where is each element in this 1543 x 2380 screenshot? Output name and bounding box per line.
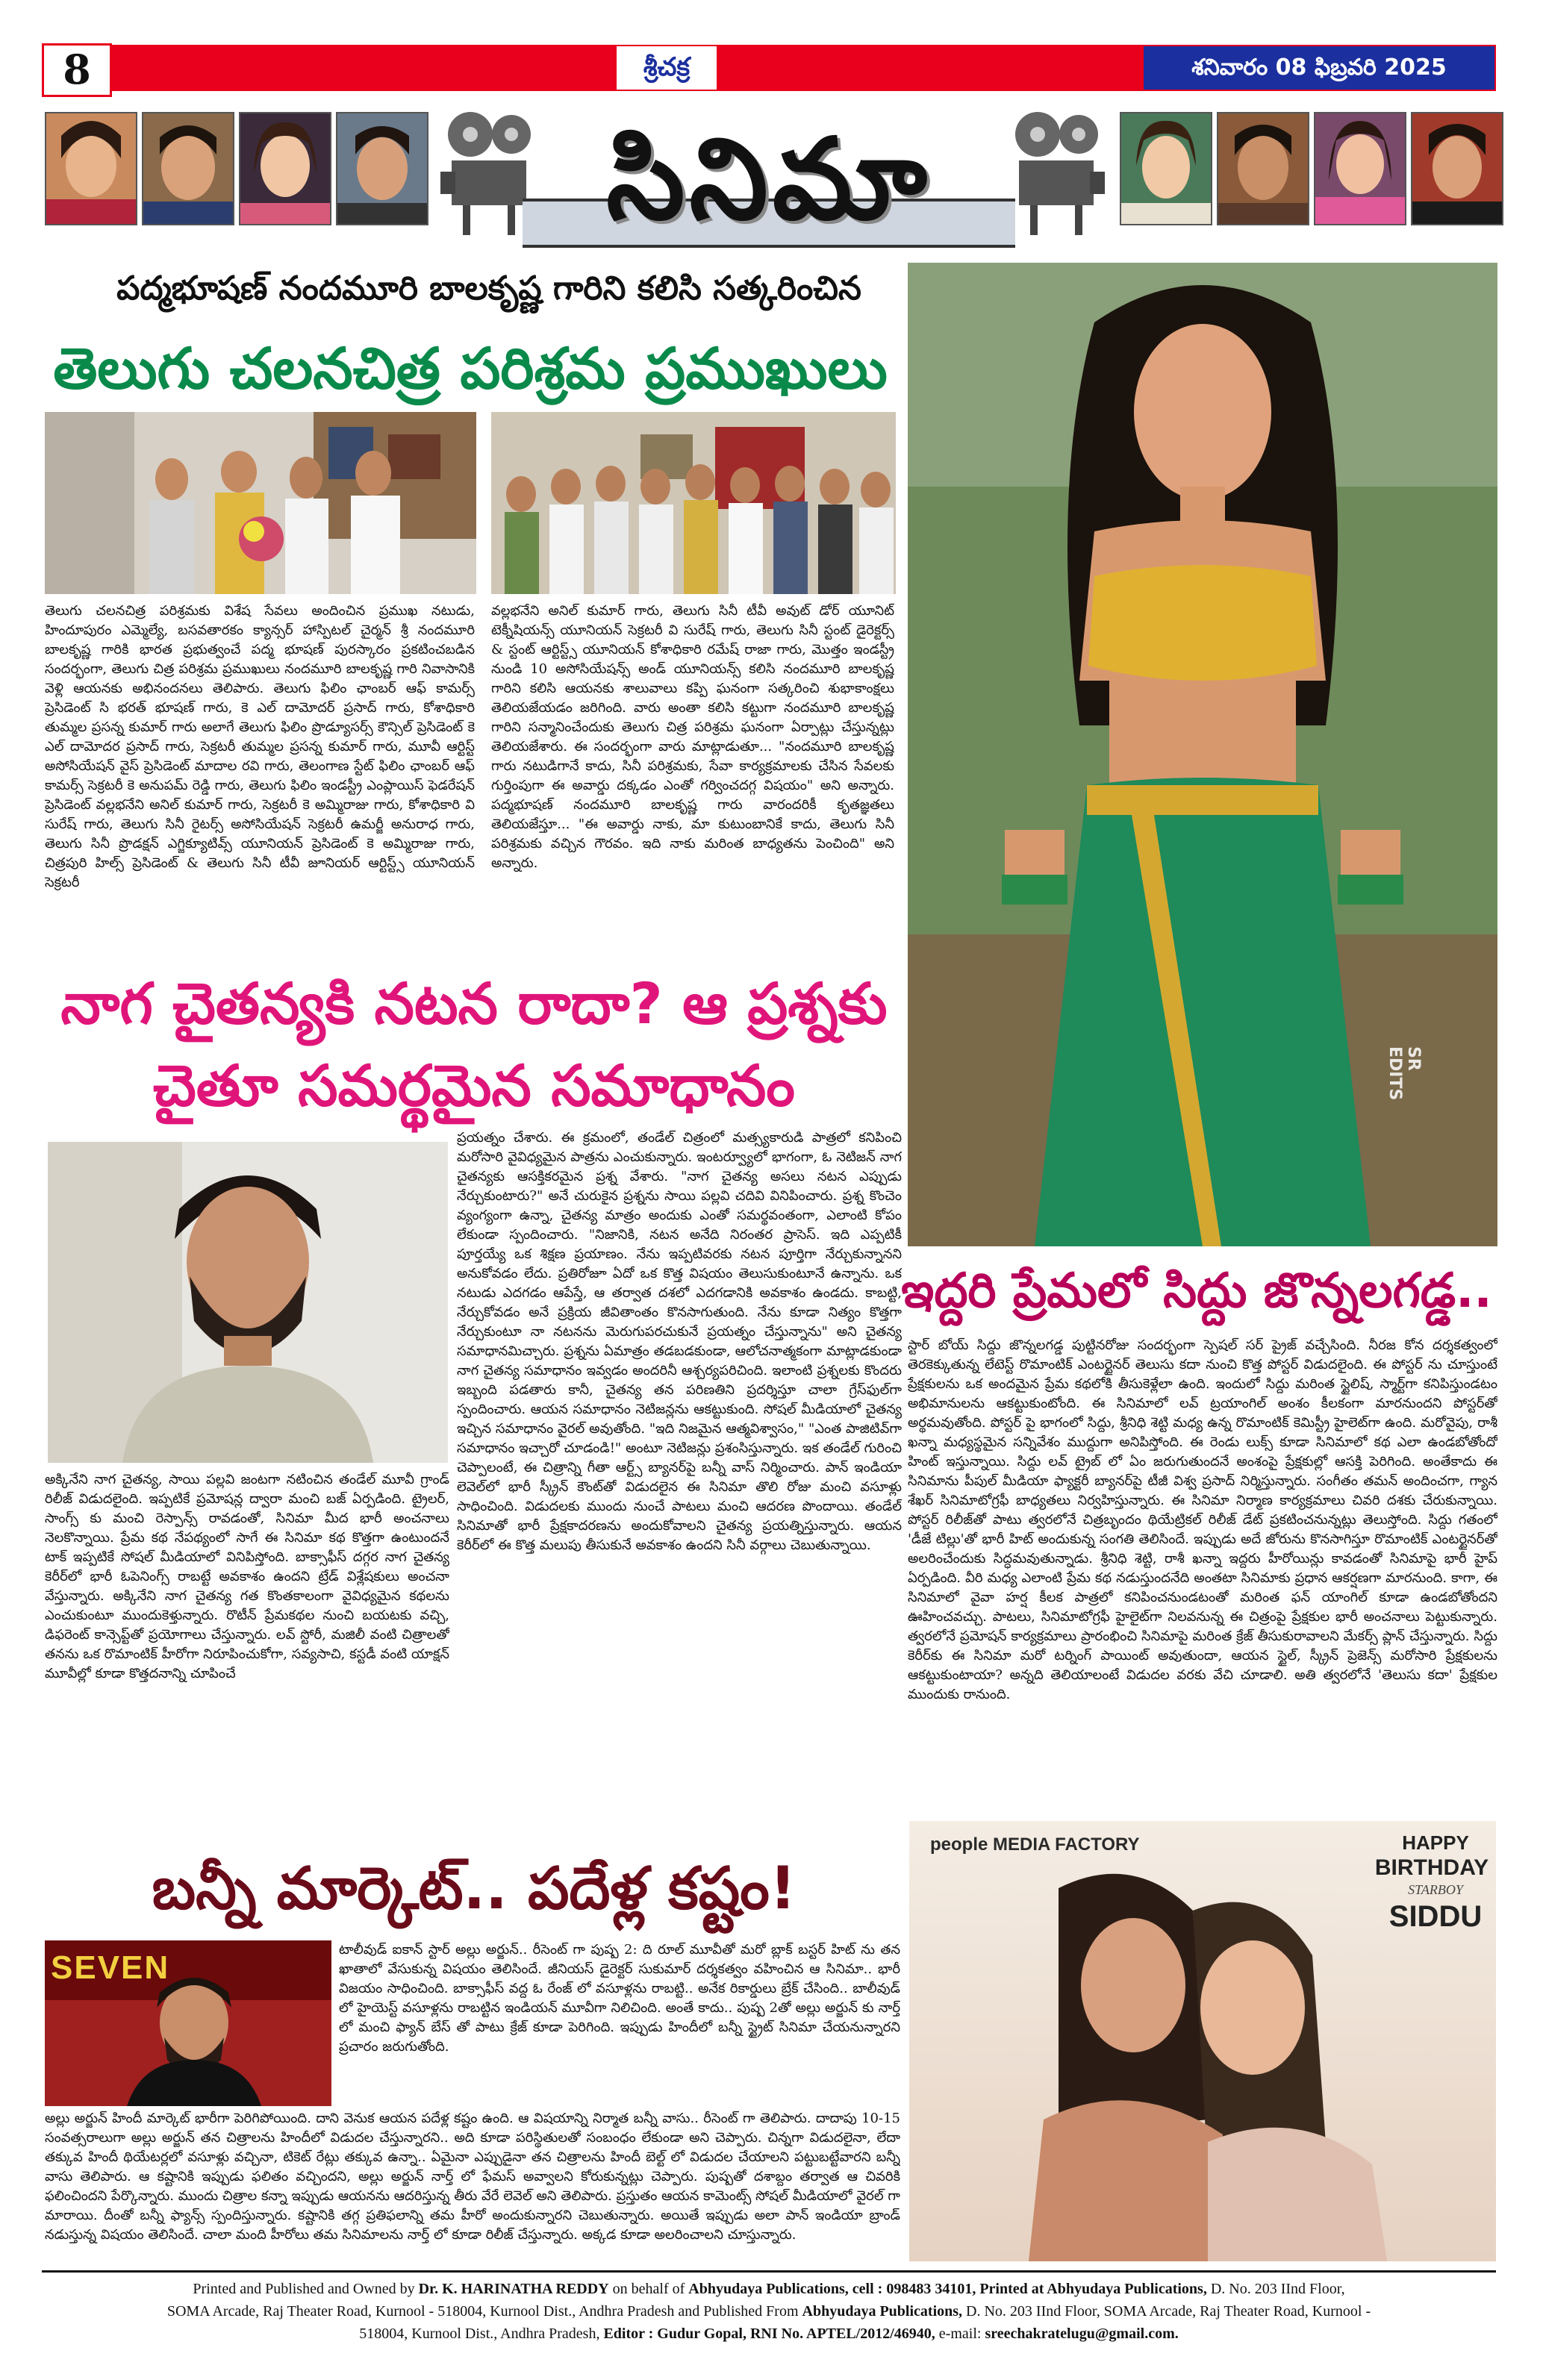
photo-backdrop-text: SEVEN (51, 1949, 170, 1986)
footer-text: on behalf of (608, 2281, 689, 2297)
footer-publisher: Abhyudaya Publications, cell : 098483 34101, Printed at Abhyudaya Publications, (688, 2281, 1207, 2297)
footer-publisher: Abhyudaya Publications, (802, 2303, 963, 2320)
story-headline: ఇద్దరి ప్రేమలో సిద్దు జొన్నలగడ్డ.. (901, 1264, 1492, 1319)
actor-thumbnail (336, 112, 428, 225)
actor-thumbnail (1314, 112, 1406, 225)
actor-thumbnail (142, 112, 234, 225)
siddu-poster (909, 1821, 1496, 2261)
actor-thumbnail (239, 112, 331, 225)
story-headline: తెలుగు చలనచిత్ర పరిశ్రమ ప్రముఖులు (53, 335, 888, 402)
story-headline: నాగ చైతన్యకి నటన రాదా? ఆ ప్రశ్నకు (60, 970, 888, 1037)
siddu-story-body: స్టార్ బోయ్ సిద్దు జొన్నలగడ్డ పుట్టినరోజు సందర్భంగా స్పెషల్ సర్ ప్రైజ్ వచ్చేసింది. నీరజ కోన దర్శకత్వంలో తెరకెక్కుతున్న లేటెస్ట్ రొమాంటిక్ ఎంటర్టైనర్ తెలుసు కదా నుంచి కొత్త పోస్టర్ విడుదలైంది. ఈ పోస్టర్ ను చూస్తుంటే ప్రేక్షకులను ఒక అందమైన ప్రేమ కథలోకి తీసుకెళ్లేలా ఉంది. ఇందులో సిద్దు మరింత స్టైలిష్, స్మార్ట్‌గా కనిపిస్తుండటం అభిమానులను ఆకట్టుకుంటోంది. ఈ సినిమాలో లవ్ ట్రయాంగిల్ అంశం కీలకంగా మారనుందని పోస్టర్‌తో అర్థమవుతోంది. పోస్టర్ పై భాగంలో సిద్దు, శ్రీనిధి శెట్టి మధ్య ఉన్న రొమాంటిక్ కెమిస్ట్రీ హైలెట్‌గా ఉంది. మరోవైపు, రాశీ ఖన్నా మధ్యస్థమైన సన్నివేశం ముద్దుగా అనిపిస్తోంది. ఈ రెండు లుక్స్ కూడా సినిమాలో కథ ఎలా ఉండబోతోందో హింట్ ఇస్తున్నాయి. సిద్దు లవ్ ట్రైబ్ లో ఏం జరుగుతుందనే అంశంపై ప్రేక్షకుల్లో ఆసక్తి పెరిగింది. అంతేకాదు ఈ సినిమాను పీపుల్ మీడియా ఫ్యాక్టరీ బ్యానర్‌పై టీజీ విశ్వ ప్రసాద్ నిర్మిస్తున్నారు. సంగీతం తమన్ అందించగా, గ్యాన శేఖర్ సినిమాటోగ్రఫీ బాధ్యతలు నిర్వహిస్తున్నారు. ఈ సినిమా నిర్మాణ కార్యక్రమాలు చివరి దశకు చేరుకున్నాయి. పోస్టర్ రిలీజ్‌తో పాటు త్వరలోనే చిత్రబృందం థియేట్రికల్ రిలీజ్ డేట్ ప్రకటించనున్నట్లు తెలుస్తోంది. సిద్దు గతంలో 'డీజే టిల్లు'తో భారీ హిట్ అందుకున్న సంగతి తెలిసిందే. ఇప్పుడు అదే జోరును కొనసాగిస్తూ రొమాంటిక్ ఎంటర్టైనర్‌తో అలరించేందుకు సిద్ధమవుతున్నాడు. శ్రీనిధి శెట్టి, రాశీ ఖన్నా ఇద్దరు హీరోయిన్లు కావడంతో సినిమాపై భారీ హైప్ ఏర్పడింది. వీరి మధ్య ఎలాంటి ప్రేమ కథ నడుస్తుందనేది అంతటా సినిమాకు ప్రధాన ఆకర్షణగా మారనుంది. కాగా, ఈ సినిమాలో వైవా హర్ష కీలక పాత్రలో కనిపించనుండటంతో మరింత ఫన్ యాంగిల్ కూడా ఉండబోతోందని ఊహించవచ్చు. పాటలు, సినిమాటోగ్రఫీ హైలైట్‌గా నిలవనున్న ఈ చిత్రంపై ప్రేక్షకుల భారీ అంచనాలు పెట్టుకున్నారు. త్వరలోనే ప్రమోషన్ కార్యక్రమాలు ప్రారంభించి సినిమాపై మరింత క్రేజ్ తీసుకురావాలని మేకర్స్ ప్లాన్ చేస్తున్నారు. సిద్దు కెరీర్‌కు ఈ సినిమా మరో టర్నింగ్ పాయింట్ అవుతుందా, ఆయన స్టైల్, స్క్రీన్ ప్రెజెన్స్ మరోసారి ప్రేక్షకులను ఆకట్టుకుంటాయా? అన్నది తెలియాలంటే విడుదల వరకు వేచి చూడాలి. అతి త్వరలోనే 'తెలుసు కదా' ప్రేక్షకుల ముందుకు రానుంది. (908, 1337, 1497, 1702)
poster-starboy: STARBOY (1408, 1882, 1463, 1897)
footer-text: Printed and Published and Owned by (193, 2281, 419, 2297)
naga-chaitanya-photo (48, 1142, 448, 1463)
actress-hero-photo (908, 263, 1497, 1246)
lead-story-col2: వల్లభనేని అనిల్ కుమార్ గారు, తెలుగు సినీ టీవీ అవుట్ డోర్ యూనిట్ టెక్నీషియన్స్ యూనియన్ సెక్రటరీ వి సురేష్ గారు, తెలుగు సినీ స్టంట్ డైరెక్టర్స్ & స్టంట్ ఆర్టిస్ట్స్ యూనియన్ కోశాధికారి రమేష్ రాజా గారు, మొత్తం ఇండస్ట్రీ నుండి 10 అసోసియేషన్స్ అండ్ యూనియన్స్ కలిసి నందమూరి బాలకృష్ణ గారిని కలిసి ఆయనకు శాలువాలు కప్పి ఘనంగా సత్కరించి శుభాకాంక్షలు తెలియజేయడం జరిగింది. వారు అంతా కలిసి కట్టుగా నందమూరి బాలకృష్ణ గారిని సన్మానించేందుకు తెలుగు చిత్ర పరిశ్రమ ఘనంగా ఏర్పాట్లు చేస్తున్నట్లు తెలియజేశారు. ఈ సందర్భంగా వారు మాట్లాడుతూ... "నందమూరి బాలకృష్ణ గారు నటుడిగానే కాదు, సినీ పరిశ్రమకు, సేవా కార్యక్రమాలకు చేసిన సేవలకు గుర్తింపుగా ఈ అవార్డు దక్కడం ఎంతో గర్వించదగ్గ విషయం" అని అన్నారు. పద్మభూషణ్ నందమూరి బాలకృష్ణ గారు వారందరికీ కృతజ్ఞతలు తెలియజేస్తూ... "ఈ అవార్డు నాకు, మా కుటుంబానికే కాదు, తెలుగు సినీ పరిశ్రమకు వచ్చిన గౌరవం. ఇది నాకు మరింత బాధ్యతను పెంచింది" అని అన్నారు. (491, 603, 894, 871)
poster-brand-logo: people MEDIA FACTORY (930, 1834, 1140, 1855)
actor-thumbnail (1217, 112, 1309, 225)
poster-name: SIDDU (1388, 1900, 1483, 1933)
page-number: 8 (42, 43, 112, 97)
allu-story-body-bottom: అల్లు అర్జున్ హిందీ మార్కెట్ భారీగా పెరిగిపోయింది. దాని వెనుక ఆయన పదేళ్ల కష్టం ఉంది. ఆ విషయాన్ని నిర్మాత బన్నీ వాసు.. రీసెంట్ గా తెలిపారు. దాదాపు 10-15 సంవత్సరాలుగా అల్లు అర్జున్ తన చిత్రాలను హిందీలో విడుదల చేస్తున్నారని.. అది కూడా పరిస్థితులతో సంబంధం లేకుండా అని చెప్పారు. చిన్నగా విడుదలైనా, లేదా తక్కువ హిందీ థియేటర్లలో వసూళ్లు వచ్చినా, టికెట్ రేట్లు తక్కువ ఉన్నా.. ఏమైనా ఎప్పుడైనా తన చిత్రాలను హిందీ బెల్ట్ లో విడుదల చేయాలని పట్టుబట్టేవారని బన్నీ వాసు తెలిపారు. ఆ కష్టానికి ఇప్పుడు ఫలితం వచ్చిందని, అల్లు అర్జున్ నార్త్ లో ఫేమస్ అవ్వాలని కోరుకున్నట్లు చెప్పారు. పుష్పతో దశాబ్దం తర్వాత ఆ చివరికి ఫలించిందని పేర్కొన్నారు. ముందు చిత్రాల కన్నా ఇప్పుడు ఆయనను ఆదరిస్తున్న తీరు వేరే లెవెల్ అని తెలిపారు. ప్రస్తుతం ఆయన కామెంట్స్ సోషల్ మీడియాలో వైరల్ గా మారాయి. దీంతో బన్నీ ఫ్యాన్స్ స్పందిస్తున్నారు. కష్టానికి తగ్గ ప్రతిఫలాన్ని తమ హీరో అందుకున్నారని చెబుతున్నారు. అయితే ఇప్పుడు అలా పాన్ ఇండియా బ్రాండ్ నడుస్తున్న విషయం తెలిసిందే. చాలా మంది హీరోలు తమ సినిమాలను నార్త్ లో కూడా రిలీజ్ చేస్తున్నారు. అక్కడ కూడా అలరించాలని చూస్తున్నారు. (45, 2111, 900, 2243)
allu-story-body-top: టాలీవుడ్ ఐకాన్ స్టార్ అల్లు అర్జున్.. రీసెంట్ గా పుష్ప 2: ది రూల్ మూవీతో మరో బ్లాక్ బస్టర్ హిట్ ను తన ఖాతాలో వేసుకున్న విషయం తెలిసిందే. జీనియస్ డైరెక్టర్ సుకుమార్ దర్శకత్వం వహించిన ఆ సినిమా.. భారీ విజయం సాధించింది. బాక్సాఫీస్ వద్ద ఓ రేంజ్ లో వసూళ్లను రాబట్టి.. అనేక రికార్డులు బ్రేక్ చేసింది.. బాలీవుడ్ లో హైయెస్ట్ వసూళ్లను రాబట్టిన ఇండియన్ మూవీగా నిలిచింది. అంతే కాదు.. పుష్ప 2తో అల్లు అర్జున్ కు నార్త్ లో మంచి ఫ్యాన్ బేస్ తో పాటు క్రేజ్ కూడా పెరిగింది. ఇప్పుడు హిందీలో బన్నీ స్ట్రైట్ సినిమా చేయనున్నారని ప్రచారం జరుగుతోంది. (339, 1942, 900, 2055)
lead-story-col1: తెలుగు చలనచిత్ర పరిశ్రమకు విశేష సేవలు అందించిన ప్రముఖ నటుడు, హిందూపురం ఎమ్మెల్యే, బసవతారకం క్యాన్సర్ హాస్పిటల్ చైర్మన్ శ్రీ నందమూరి బాలకృష్ణ గారికి భారత ప్రభుత్వంచే పద్మ భూషణ్ పురస్కారం ప్రకటించబడిన సందర్భంగా, తెలుగు చిత్ర పరిశ్రమ ప్రముఖులు నందమూరి బాలకృష్ణ గారి నివాసానికి వెళ్లి ఆయనకు అభినందనలు తెలిపారు. తెలుగు ఫిలిం ఛాంబర్ ఆఫ్ కామర్స్ ప్రెసిడెంట్ సి భరత్ భూషణ్ గారు, కె ఎల్ దామోదర్ ప్రసాద్ గారు, కోశాధికారి తుమ్మల ప్రసన్న కుమార్ గారు అలాగే తెలుగు ఫిలిం ప్రొడ్యూసర్స్ కౌన్సిల్ ప్రెసిడెంట్ కె ఎల్ దామోదర ప్రసాద్ గారు, సెక్రటరీ తుమ్మల ప్రసన్న కుమార్ గారు, మూవీ ఆర్టిస్ట్ అసోసియేషన్ వైస్ ప్రెసిడెంట్ మాదాల రవి గారు, తెలంగాణ స్టేట్ ఫిలిం ఛాంబర్ ఆఫ్ కామర్స్ సెక్రటరీ కె అనుపమ్ రెడ్డి గారు, తెలుగు ఫిలిం ఇండస్ట్రీ ఎంప్లాయిస్ ఫెడరేషన్ ప్రెసిడెంట్ వల్లభనేని అనిల్ కుమార్ గారు, సెక్రటరీ కె అమ్మిరాజు గారు, కోశాధికారి వి సురేష్ గారు, తెలుగు సినీ రైటర్స్ అసోసియేషన్ సెక్రటరీ ఉమర్జీ అనురాధ గారు, తెలుగు సినీ ప్రొడక్షన్ ఎగ్జిక్యూటివ్స్ యూనియన్ ప్రెసిడెంట్ కె అమ్మిరాజు గారు, చిత్రపురి హిల్స్ ప్రెసిడెంట్ & తెలుగు సినీ టీవీ జూనియర్ ఆర్టిస్ట్స్ యూనియన్ సెక్రటరీ (45, 603, 475, 890)
footer-text: SOMA Arcade, Raj Theater Road, Kurnool - 518004, Kurnool Dist., Andhra Pradesh and Published From (166, 2303, 802, 2320)
imprint-footer (42, 2278, 1496, 2360)
newspaper-logo: శ్రీచక్ర (617, 46, 717, 90)
footer-text: 518004, Kurnool Dist., Andhra Pradesh, (359, 2326, 604, 2342)
lead-photo-right (491, 412, 896, 594)
footer-rule (42, 2270, 1496, 2273)
section-title: సినిమా (606, 113, 932, 245)
actor-thumbnail (1411, 112, 1503, 225)
footer-email: sreechakratelugu@gmail.com. (985, 2326, 1179, 2342)
lead-photo-left (45, 412, 476, 594)
footer-text: D. No. 203 IInd Floor, (1206, 2281, 1345, 2297)
footer-editor: Editor : Gudur Gopal, RNI No. APTEL/2012/46940, (603, 2326, 935, 2342)
naga-story-col-right: ప్రయత్నం చేశారు. ఈ క్రమంలో, తండేల్ చిత్రంలో మత్స్యకారుడి పాత్రలో కనిపించి మరోసారి వైవిధ్యమైన పాత్రను ఎంచుకున్నారు. ఇంటర్వ్యూలో భాగంగా, ఓ నెటిజన్ నాగ చైతన్యకు ఆసక్తికరమైన ప్రశ్న వేశారు. "నాగ చైతన్య అసలు నటన ఎప్పుడు నేర్చుకుంటారు?" అనే చురుకైన ప్రశ్నను సాయి పల్లవి చదివి వినిపించారు. ప్రశ్న కొంచెం వ్యంగ్యంగా ఉన్నా, చైతన్య మాత్రం అందుకు ఎంతో సమర్థవంతంగా, ఎలాంటి కోపం లేకుండా స్పందించారు. "నిజానికి, నటన అనేది నిరంతర ప్రాసెస్. ఇది ఎప్పటికీ పూర్తయ్యే ఒక శిక్షణ ప్రయాణం. నేను ఇప్పటివరకు నటన పూర్తిగా నేర్చుకున్నానని అనుకోవడం లేదు. ప్రతిరోజూ ఏదో ఒక కొత్త విషయం తెలుసుకుంటూనే ఉన్నాను. ఒక నటుడు ఎదగడం ఆపేస్తే, ఆ తర్వాత దశలో ఎదగడానికి అవకాశం ఉండదు. కాబట్టి, నేర్చుకోవడం అనే ప్రక్రియ జీవితాంతం కొనసాగుతుంది. నేను కూడా నిత్యం కొత్తగా నేర్చుకుంటూ నా నటనను మెరుగుపరచుకునే ప్రయత్నం చేస్తున్నాను" అని చైతన్య సమాధానమిచ్చారు. ప్రశ్నను ఏమాత్రం తడబడకుండా, ఆలోచనాత్మకంగా మాట్లాడకుండా నాగ చైతన్య సమాధానం ఇవ్వడం అందరినీ ఆశ్చర్యపరిచింది. ఇలాంటి ప్రశ్నలకు కొందరు ఇబ్బంది పడతారు కానీ, చైతన్య తన పరిణతిని ప్రదర్శిస్తూ చాలా గ్రేస్‌ఫుల్‌గా స్పందించారు. ఆయన సమాధానం నెటిజన్లను ఆకట్టుకుంది. సోషల్ మీడియాలో చైతన్య ఇచ్చిన సమాధానం వైరల్ అవుతోంది. "ఇది నిజమైన ఆత్మవిశ్వాసం," "ఎంత పాజిటివ్‌గా సమాధానం ఇచ్చారో చూడండి!" అంటూ నెటిజన్లు ప్రశంసిస్తున్నారు. ఇక తండేల్ గురించి చెప్పాలంటే, ఈ చిత్రాన్ని గీతా ఆర్ట్స్ బ్యానర్‌పై బన్నీ వాస్ నిర్మించారు. పాన్ ఇండియా లెవెల్‌లో భారీ స్క్రీన్ కౌంట్‌తో విడుదలైన ఈ సినిమా తొలి రోజు మంచి వసూళ్లు సాధించింది. విడుదలకు ముందు నుంచే పాటలు మంచి ఆదరణ పొందాయి. తండేల్ సినిమాతో భారీ ప్రేక్షకాదరణను అందుకోవాలని చైతన్య ప్రయత్నిస్తున్నారు. ఆయన కెరీర్‌లో ఈ కొత్త మలుపు తీసుకునే అవకాశం ఉందని సినీ వర్గాలు చెబుతున్నాయి. (457, 1130, 902, 1553)
actor-thumbnail (45, 112, 137, 225)
allu-arjun-photo (45, 1940, 331, 2106)
story-kicker: పద్మభూషణ్ నందమూరి బాలకృష్ణ గారిని కలిసి సత్కరించిన (116, 269, 861, 307)
naga-story-col-left: అక్కినేని నాగ చైతన్య, సాయి పల్లవి జంటగా నటించిన తండేల్ మూవీ గ్రాండ్ రిలీజ్ విడుదలైంది. ఇప్పటికే ప్రమోషన్ల ద్వారా మంచి బజ్ ఏర్పడింది. ట్రైలర్, సాంగ్స్ కు మంచి రెస్పాన్స్ రావడంతో, సినిమా మీద భారీ అంచనాలు నెలకొన్నాయి. ప్రేమ కథ నేపథ్యంలో సాగే ఈ సినిమా కథ కొత్తగా ఉంటుందనే టాక్ ఇప్పటికే సోషల్ మీడియాలో వినిపిస్తోంది. బాక్సాఫీస్ దగ్గర నాగ చైతన్య కెరీర్‌లో భారీ ఓపెనింగ్స్ రాబట్టే అవకాశం ఉందని ట్రేడ్ విశ్లేషకులు అంచనా వేస్తున్నారు. అక్కినేని నాగ చైతన్య గత కొంతకాలంగా వైవిధ్యమైన కథలను ఎంచుకుంటూ ముందుకెళ్తున్నారు. రొటీన్ ప్రేమకథల నుంచి బయటకు వచ్చి, డిఫరెంట్ కాన్సెప్ట్‌తో ప్రయోగాలు చేస్తున్నారు. లవ్ స్టోరీ, మజిలీ వంటి చిత్రాలతో తనను ఒక రొమాంటిక్ హీరోగా నిరూపించుకోగా, సవ్యసాచి, కస్టడీ వంటి యాక్షన్ మూవీల్లో కూడా కొత్తదనాన్ని చూపించే (45, 1472, 449, 1681)
poster-birthday: BIRTHDAY (1374, 1855, 1489, 1880)
actor-thumbnail (1120, 112, 1212, 225)
issue-date: శనివారం 08 ఫిబ్రవరి 2025 (1144, 46, 1494, 90)
poster-happy: HAPPY (1402, 1831, 1469, 1854)
film-projector-icon (1008, 104, 1105, 239)
photo-credit: SR EDITS (1385, 1046, 1423, 1101)
footer-text: e-mail: (935, 2326, 985, 2342)
story-headline: బన్నీ మార్కెట్.. పదేళ్ల కష్టం! (152, 1855, 797, 1923)
story-headline: చైతూ సమర్థమైన సమాధానం (153, 1052, 795, 1119)
footer-owner: Dr. K. HARINATHA REDDY (418, 2281, 609, 2297)
footer-text: D. No. 203 IInd Floor, SOMA Arcade, Raj Theater Road, Kurnool - (962, 2303, 1371, 2320)
